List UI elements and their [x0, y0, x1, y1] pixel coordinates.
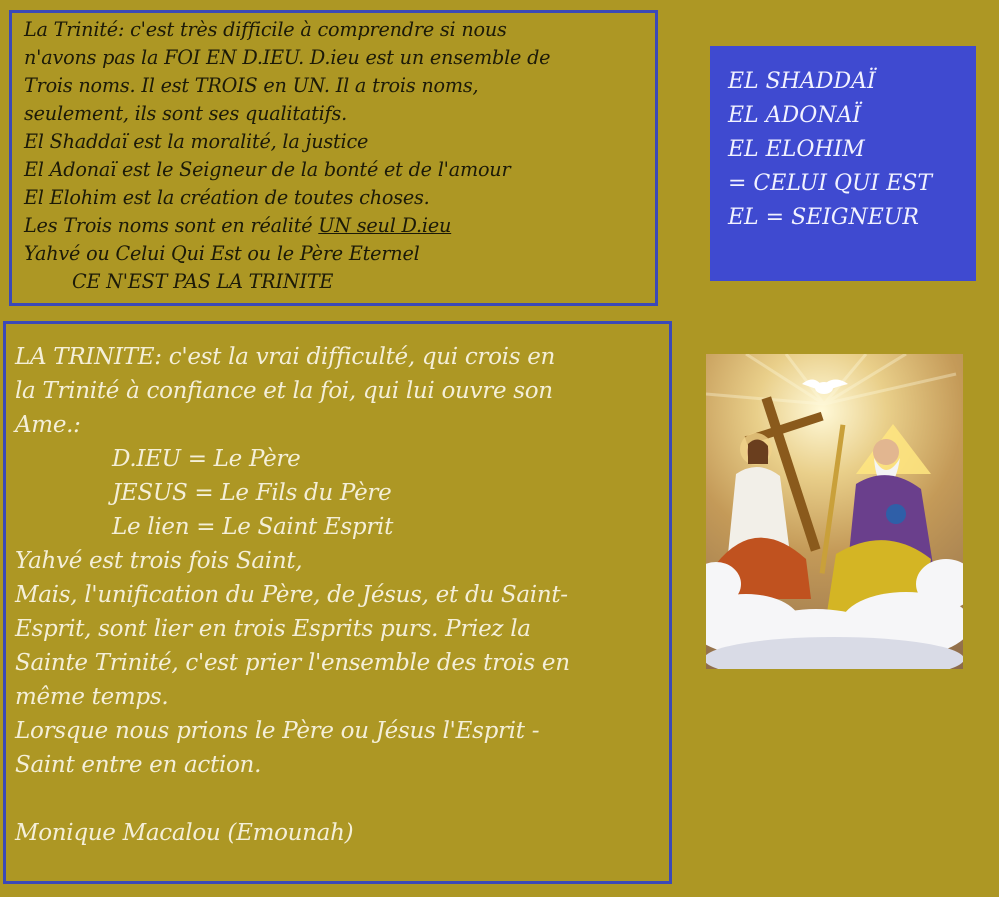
trinity-equation: D.IEU = Le Père — [112, 446, 301, 472]
trinity-body-line: même temps. — [15, 684, 169, 710]
intro-line: El Elohim est la création de toutes choses. — [24, 186, 430, 209]
trinity-body-line: Saint entre en action. — [15, 752, 262, 778]
spacer — [15, 782, 669, 816]
underlined-one-god: UN seul D.ieu — [318, 214, 452, 237]
divine-name: EL SHADDAÏ — [728, 69, 876, 94]
intro-line: La Trinité: c'est très difficile à comprendre si nous — [24, 18, 507, 41]
intro-box — [9, 10, 658, 306]
trinity-text-box — [3, 321, 672, 884]
trinity-body-line: Sainte Trinité, c'est prier l'ensemble des trois en — [15, 650, 570, 676]
intro-line-prefix: Les Trois noms sont en réalité — [24, 214, 319, 237]
trinity-body-line: Lorsque nous prions le Père ou Jésus l'Esprit - — [15, 718, 540, 744]
trinity-equation: Le lien = Le Saint Esprit — [112, 514, 394, 540]
divine-name: EL = SEIGNEUR — [728, 205, 919, 230]
intro-line: El Adonaï est le Seigneur de la bonté et de l'amour — [24, 158, 511, 181]
divine-name: = CELUI QUI EST — [728, 171, 933, 196]
trinity-intro-line: la Trinité à confiance et la foi, qui lui ouvre son — [15, 378, 553, 404]
divine-name: EL ADONAÏ — [728, 103, 862, 128]
trinity-equation: JESUS = Le Fils du Père — [112, 480, 392, 506]
intro-line: Yahvé ou Celui Qui Est ou le Père Eternel — [24, 242, 420, 265]
trinity-intro-line: LA TRINITE: c'est la vrai difficulté, qui crois en — [15, 344, 556, 370]
intro-line: El Shaddaï est la moralité, la justice — [24, 130, 369, 153]
intro-line: Trois noms. Il est TROIS en UN. Il a trois noms, — [24, 74, 479, 97]
intro-line-one-god — [24, 212, 655, 240]
trinity-body-line: Yahvé est trois fois Saint, — [15, 548, 303, 574]
holy-trinity-image — [706, 354, 963, 669]
divine-names-panel — [710, 46, 976, 281]
intro-line: seulement, ils sont ses qualitatifs. — [24, 102, 347, 125]
intro-line: n'avons pas la FOI EN D.IEU. D.ieu est un ensemble de — [24, 46, 551, 69]
intro-conclusion: CE N'EST PAS LA TRINITE — [72, 270, 334, 293]
holy-trinity-illustration — [706, 354, 963, 669]
trinity-intro-line: Ame.: — [15, 412, 81, 438]
trinity-body-line: Esprit, sont lier en trois Esprits purs. Priez la — [15, 616, 531, 642]
divine-name: EL ELOHIM — [728, 137, 865, 162]
trinity-body-line: Mais, l'unification du Père, de Jésus, et du Saint- — [15, 582, 568, 608]
signature: Monique Macalou (Emounah) — [15, 820, 354, 846]
